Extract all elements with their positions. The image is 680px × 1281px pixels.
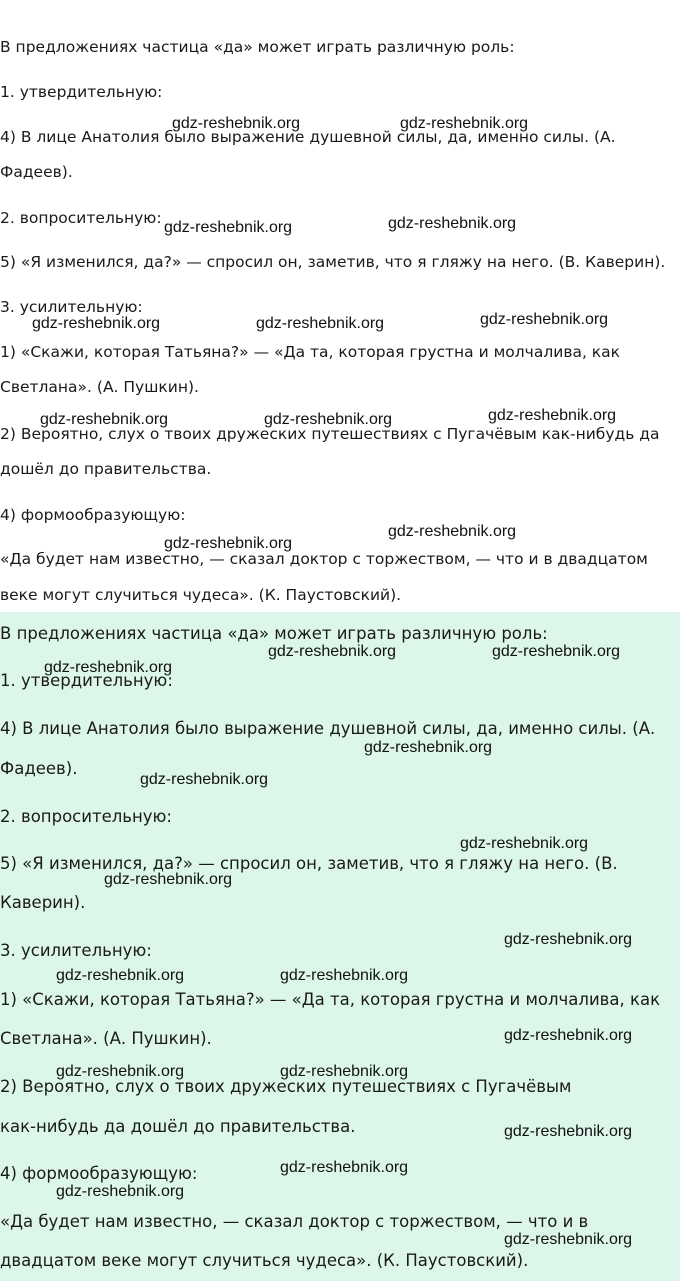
answer-line: 5) «Я изменился, да?» — спросил он, заметив, что я гляжу на него. (В. — [0, 854, 618, 873]
answer-line: В предложениях частица «да» может играть различную роль: — [0, 38, 515, 56]
answer-line: 1. утвердительную: — [0, 83, 163, 101]
answer-line: Фадеев). — [0, 163, 73, 181]
answer-line: 4) формообразующую: — [0, 506, 186, 524]
answer-line: 5) «Я изменился, да?» — спросил он, заметив, что я гляжу на него. (В. Каверин). — [0, 253, 666, 271]
answer-line: Светлана». (А. Пушкин). — [0, 1029, 212, 1048]
watermark: gdz-reshebnik.org — [488, 407, 617, 424]
answer-line: как-нибудь да дошёл до правительства. — [0, 1117, 356, 1136]
answer-line: 1. утвердительную: — [0, 671, 173, 690]
answer-line: «Да будет нам известно, — сказал доктор с торжеством, — что и в двадцатом — [0, 550, 648, 568]
watermark: gdz-reshebnik.org — [480, 311, 609, 328]
answer-line: веке могут случиться чудеса». (К. Паустовский). — [0, 586, 402, 604]
watermark: gdz-reshebnik.org — [280, 1063, 409, 1080]
watermark: gdz-reshebnik.org — [32, 315, 161, 332]
watermark: gdz-reshebnik.org — [388, 215, 517, 232]
watermark: gdz-reshebnik.org — [400, 115, 529, 132]
watermark: gdz-reshebnik.org — [504, 1123, 633, 1140]
answer-line: Каверин). — [0, 893, 86, 912]
answer-line: 1) «Скажи, которая Татьяна?» — «Да та, которая грустна и молчалива, как — [0, 343, 621, 361]
watermark: gdz-reshebnik.org — [44, 659, 173, 676]
watermark: gdz-reshebnik.org — [280, 1159, 409, 1176]
answer-line: 2. вопросительную: — [0, 807, 172, 826]
answer-line: 3. усилительную: — [0, 941, 152, 960]
watermark: gdz-reshebnik.org — [40, 411, 169, 428]
watermark: gdz-reshebnik.org — [280, 967, 409, 984]
answer-line: 4) В лице Анатолия было выражение душевной силы, да, именно силы. (А. — [0, 719, 656, 738]
watermark: gdz-reshebnik.org — [172, 115, 301, 132]
answer-line: В предложениях частица «да» может играть различную роль: — [0, 624, 548, 643]
watermark: gdz-reshebnik.org — [164, 219, 293, 236]
watermark: gdz-reshebnik.org — [388, 523, 517, 540]
watermark: gdz-reshebnik.org — [504, 1231, 633, 1248]
watermark: gdz-reshebnik.org — [460, 835, 589, 852]
answer-line: 2) Вероятно, слух о твоих дружеских путешествиях с Пугачёвым — [0, 1077, 572, 1096]
watermark: gdz-reshebnik.org — [140, 771, 269, 788]
watermark: gdz-reshebnik.org — [164, 535, 293, 552]
watermark: gdz-reshebnik.org — [104, 871, 233, 888]
watermark: gdz-reshebnik.org — [504, 1027, 633, 1044]
watermark: gdz-reshebnik.org — [56, 1183, 185, 1200]
answer-line: Фадеев). — [0, 759, 78, 778]
watermark: gdz-reshebnik.org — [256, 315, 385, 332]
answer-line: «Да будет нам известно, — сказал доктор с торжеством, — что и в — [0, 1212, 589, 1231]
answer-line: 1) «Скажи, которая Татьяна?» — «Да та, которая грустна и молчалива, как — [0, 990, 661, 1009]
watermark: gdz-reshebnik.org — [492, 643, 621, 660]
watermark: gdz-reshebnik.org — [56, 967, 185, 984]
answer-line: двадцатом веке могут случиться чудеса». (К. Паустовский). — [0, 1251, 529, 1270]
watermark: gdz-reshebnik.org — [56, 1063, 185, 1080]
watermark: gdz-reshebnik.org — [504, 931, 633, 948]
answer-line: дошёл до правительства. — [0, 460, 212, 478]
answer-line: 4) В лице Анатолия было выражение душевной силы, да, именно силы. (А. — [0, 128, 616, 146]
answer-block-2 — [0, 612, 680, 1281]
answer-block-1 — [0, 0, 680, 640]
watermark: gdz-reshebnik.org — [364, 739, 493, 756]
answer-line: 2. вопросительную: — [0, 209, 162, 227]
answer-line: 2) Вероятно, слух о твоих дружеских путешествиях с Пугачёвым как-нибудь да — [0, 425, 660, 443]
watermark: gdz-reshebnik.org — [268, 643, 397, 660]
answer-line: 4) формообразующую: — [0, 1164, 198, 1183]
watermark: gdz-reshebnik.org — [264, 411, 393, 428]
answer-line: 3. усилительную: — [0, 298, 143, 316]
answer-line: Светлана». (А. Пушкин). — [0, 378, 199, 396]
